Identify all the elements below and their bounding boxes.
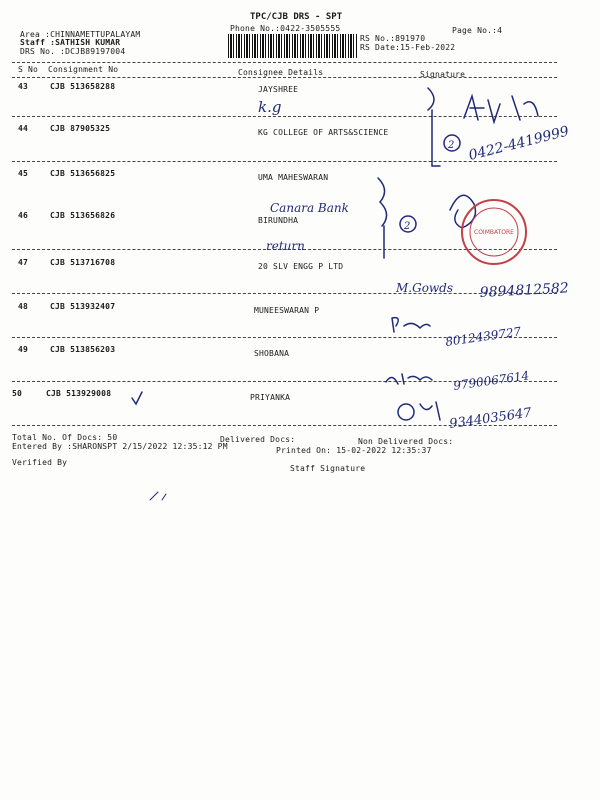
row-sno: 44 <box>18 124 29 133</box>
row-consignment: CJB 513656825 <box>50 169 116 178</box>
signature-scribble <box>392 318 430 332</box>
page-number: Page No.:4 <box>452 26 503 35</box>
row-consignee: PRIYANKA <box>250 393 291 402</box>
handwritten-phone: 8012439727 <box>444 324 523 349</box>
column-header-signature: Signature <box>420 70 466 79</box>
circle-mark <box>398 404 414 420</box>
bracket-mark <box>428 88 440 166</box>
rubber-stamp <box>462 200 526 264</box>
total-docs: Total No. Of Docs: 50 <box>12 433 118 442</box>
stray-mark <box>150 492 166 500</box>
row-consignee: 20 SLV ENGG P LTD <box>258 262 344 271</box>
handwritten-phone: 9894812582 <box>479 280 570 301</box>
column-header-consignee: Consignee Details <box>238 68 324 77</box>
handwritten-circled-number: 2 <box>448 140 455 151</box>
tick-mark <box>132 392 142 404</box>
verified-by: Verified By <box>12 458 68 467</box>
handwritten-return: return <box>266 239 305 253</box>
row-consignment: CJB 513929008 <box>46 389 112 398</box>
row-consignee: BIRUNDHA <box>258 216 299 225</box>
row-consignee: MUNEESWARAN P <box>254 306 320 315</box>
row-consignment: CJB 513856203 <box>50 345 116 354</box>
phone-number: Phone No.:0422-3505555 <box>230 24 341 33</box>
handwritten-phone: 9344035647 <box>448 405 533 432</box>
delivered-docs: Delivered Docs: <box>220 435 296 444</box>
rs-number: RS No.:891970 <box>360 34 426 43</box>
entered-by: Entered By :SHARONSPT 2/15/2022 12:35:12 PM <box>12 442 228 451</box>
row-consignee: SHOBANA <box>254 349 290 358</box>
row-sno: 43 <box>18 82 29 91</box>
column-header-sno: S No <box>18 65 39 74</box>
printed-on: Printed On: 15-02-2022 12:35:37 <box>276 446 432 455</box>
row-consignment: CJB 513658288 <box>50 82 116 91</box>
row-sno: 45 <box>18 169 29 178</box>
non-delivered-docs: Non Delivered Docs: <box>358 437 454 446</box>
stamp-text: COIMBATORE <box>474 229 514 236</box>
row-sno: 49 <box>18 345 29 354</box>
handwritten-circled-number: 2 <box>404 221 411 232</box>
signature-scribble <box>386 374 432 384</box>
rs-date: RS Date:15-Feb-2022 <box>360 43 456 52</box>
row-sno: 46 <box>18 211 29 220</box>
area-label: Area :CHINNAMETTUPALAYAM <box>20 30 141 39</box>
handwritten-bank: Canara Bank <box>270 201 349 215</box>
staff-signature-label: Staff Signature <box>290 464 366 473</box>
row-sno: 50 <box>12 389 23 398</box>
row-sno: 48 <box>18 302 29 311</box>
column-header-consignment: Consignment No <box>48 65 119 74</box>
row-consignee: JAYSHREE <box>258 85 299 94</box>
handwritten-phone: 0422-4419999 <box>467 123 571 164</box>
signature-scribble <box>420 402 440 420</box>
row-consignee: KG COLLEGE OF ARTS&SCIENCE <box>258 128 389 137</box>
row-consignment: CJB 513656826 <box>50 211 116 220</box>
row-consignee: UMA MAHESWARAN <box>258 173 329 182</box>
row-consignment: CJB 513716708 <box>50 258 116 267</box>
row-consignment: CJB 513932407 <box>50 302 116 311</box>
signature-scribble <box>464 96 538 122</box>
document-title: TPC/CJB DRS - SPT <box>250 12 343 22</box>
row-sno: 47 <box>18 258 29 267</box>
drs-number: DRS No. :DCJB89197004 <box>20 47 126 56</box>
row-consignment: CJB 87905325 <box>50 124 111 133</box>
bracket-mark <box>378 178 387 258</box>
handwritten-phone: 9790067614 <box>452 368 531 393</box>
handwritten-kg: k.g <box>258 98 282 116</box>
handwritten-name: M.Gowds <box>396 281 454 295</box>
staff-label: Staff :SATHISH KUMAR <box>20 38 121 47</box>
